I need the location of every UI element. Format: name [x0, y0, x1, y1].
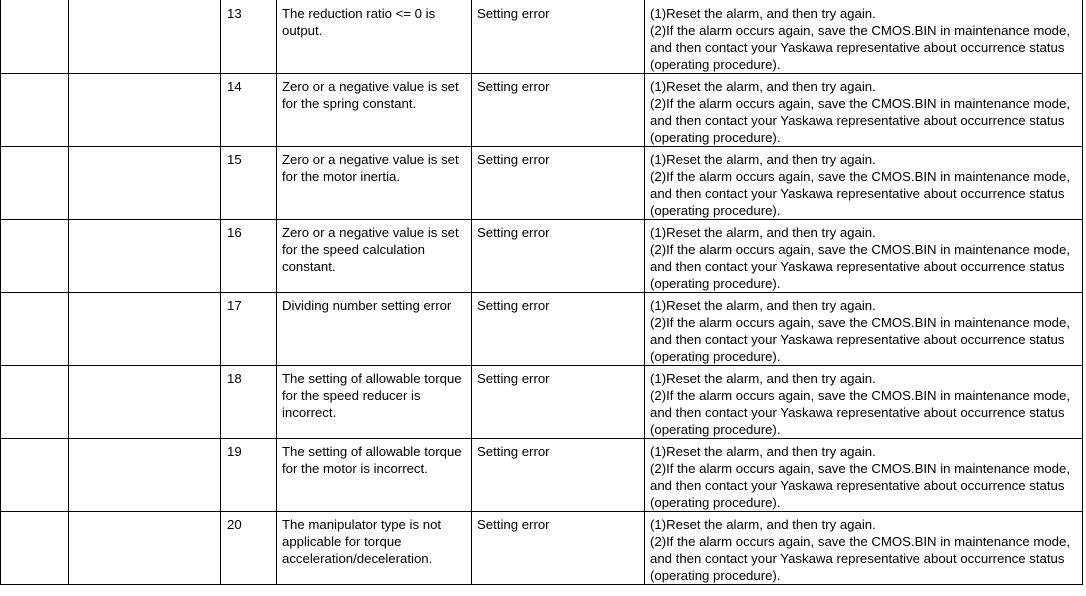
remedy-step-2: (2)If the alarm occurs again, save the CMOS.BIN in maintenance mode, and then contact your Yaskawa representative about occurrence status (operating procedure).: [650, 96, 1070, 145]
remedy-step-2: (2)If the alarm occurs again, save the CMOS.BIN in maintenance mode, and then contact your Yaskawa representative about occurrence status (operating procedure).: [650, 388, 1070, 437]
sub-code-cell: 14: [221, 74, 277, 147]
alarm-number-cell: [1, 439, 69, 512]
table-row: [1, 366, 1083, 439]
remedy-step-1: (1)Reset the alarm, and then try again.: [650, 225, 876, 240]
remedy-step-1: (1)Reset the alarm, and then try again.: [650, 79, 876, 94]
remedy-step-2: (2)If the alarm occurs again, save the CMOS.BIN in maintenance mode, and then contact your Yaskawa representative about occurrence status (operating procedure).: [650, 169, 1070, 218]
remedy-cell: [645, 0, 1083, 74]
description-cell: The setting of allowable torque for the motor is incorrect.: [277, 439, 472, 512]
type-cell: Setting error: [472, 74, 645, 147]
alarm-number-cell: [1, 512, 69, 585]
remedy-step-2: (2)If the alarm occurs again, save the CMOS.BIN in maintenance mode, and then contact your Yaskawa representative about occurrence status (operating procedure).: [650, 23, 1070, 72]
description-cell: Zero or a negative value is set for the speed calculation constant.: [277, 220, 472, 293]
remedy-step-2: (2)If the alarm occurs again, save the CMOS.BIN in maintenance mode, and then contact your Yaskawa representative about occurrence status (operating procedure).: [650, 461, 1070, 510]
table-row: [1, 220, 1083, 293]
alarm-name-cell: [69, 0, 221, 74]
alarm-number-cell: [1, 74, 69, 147]
alarm-number-cell: [1, 147, 69, 220]
alarm-name-cell: [69, 293, 221, 366]
remedy-step-2: (2)If the alarm occurs again, save the CMOS.BIN in maintenance mode, and then contact your Yaskawa representative about occurrence status (operating procedure).: [650, 242, 1070, 291]
remedy-cell: [645, 74, 1083, 147]
sub-code-cell: 19: [221, 439, 277, 512]
table-row: [1, 74, 1083, 147]
remedy-cell: [645, 366, 1083, 439]
table-row: [1, 512, 1083, 585]
remedy-step-1: (1)Reset the alarm, and then try again.: [650, 6, 876, 21]
alarm-name-cell: [69, 366, 221, 439]
alarm-number-cell: [1, 0, 69, 74]
type-cell: Setting error: [472, 147, 645, 220]
remedy-cell: [645, 439, 1083, 512]
alarm-name-cell: [69, 439, 221, 512]
description-cell: The reduction ratio <= 0 is output.: [277, 0, 472, 74]
alarm-number-cell: [1, 220, 69, 293]
description-cell: The setting of allowable torque for the speed reducer is incorrect.: [277, 366, 472, 439]
description-cell: The manipulator type is not applicable for torque acceleration/deceleration.: [277, 512, 472, 585]
type-cell: Setting error: [472, 0, 645, 74]
remedy-step-2: (2)If the alarm occurs again, save the CMOS.BIN in maintenance mode, and then contact your Yaskawa representative about occurrence status (operating procedure).: [650, 315, 1070, 364]
type-cell: Setting error: [472, 366, 645, 439]
remedy-step-1: (1)Reset the alarm, and then try again.: [650, 152, 876, 167]
remedy-cell: [645, 512, 1083, 585]
type-cell: Setting error: [472, 439, 645, 512]
sub-code-cell: 20: [221, 512, 277, 585]
alarm-name-cell: [69, 512, 221, 585]
remedy-step-1: (1)Reset the alarm, and then try again.: [650, 444, 876, 459]
type-cell: Setting error: [472, 220, 645, 293]
sub-code-cell: 15: [221, 147, 277, 220]
remedy-step-1: (1)Reset the alarm, and then try again.: [650, 371, 876, 386]
remedy-cell: [645, 147, 1083, 220]
alarm-name-cell: [69, 147, 221, 220]
sub-code-cell: 13: [221, 0, 277, 74]
sub-code-cell: 17: [221, 293, 277, 366]
alarm-number-cell: [1, 293, 69, 366]
description-cell: Zero or a negative value is set for the motor inertia.: [277, 147, 472, 220]
description-cell: Dividing number setting error: [277, 293, 472, 366]
remedy-cell: [645, 220, 1083, 293]
remedy-step-2: (2)If the alarm occurs again, save the CMOS.BIN in maintenance mode, and then contact your Yaskawa representative about occurrence status (operating procedure).: [650, 534, 1070, 583]
type-cell: Setting error: [472, 293, 645, 366]
alarm-name-cell: [69, 74, 221, 147]
table-row: [1, 293, 1083, 366]
table-row: [1, 147, 1083, 220]
remedy-step-1: (1)Reset the alarm, and then try again.: [650, 298, 876, 313]
remedy-cell: [645, 293, 1083, 366]
description-cell: Zero or a negative value is set for the spring constant.: [277, 74, 472, 147]
alarm-name-cell: [69, 220, 221, 293]
table-row: [1, 0, 1083, 74]
sub-code-cell: 18: [221, 366, 277, 439]
remedy-step-1: (1)Reset the alarm, and then try again.: [650, 517, 876, 532]
table-row: [1, 439, 1083, 512]
alarm-number-cell: [1, 366, 69, 439]
type-cell: Setting error: [472, 512, 645, 585]
sub-code-cell: 16: [221, 220, 277, 293]
